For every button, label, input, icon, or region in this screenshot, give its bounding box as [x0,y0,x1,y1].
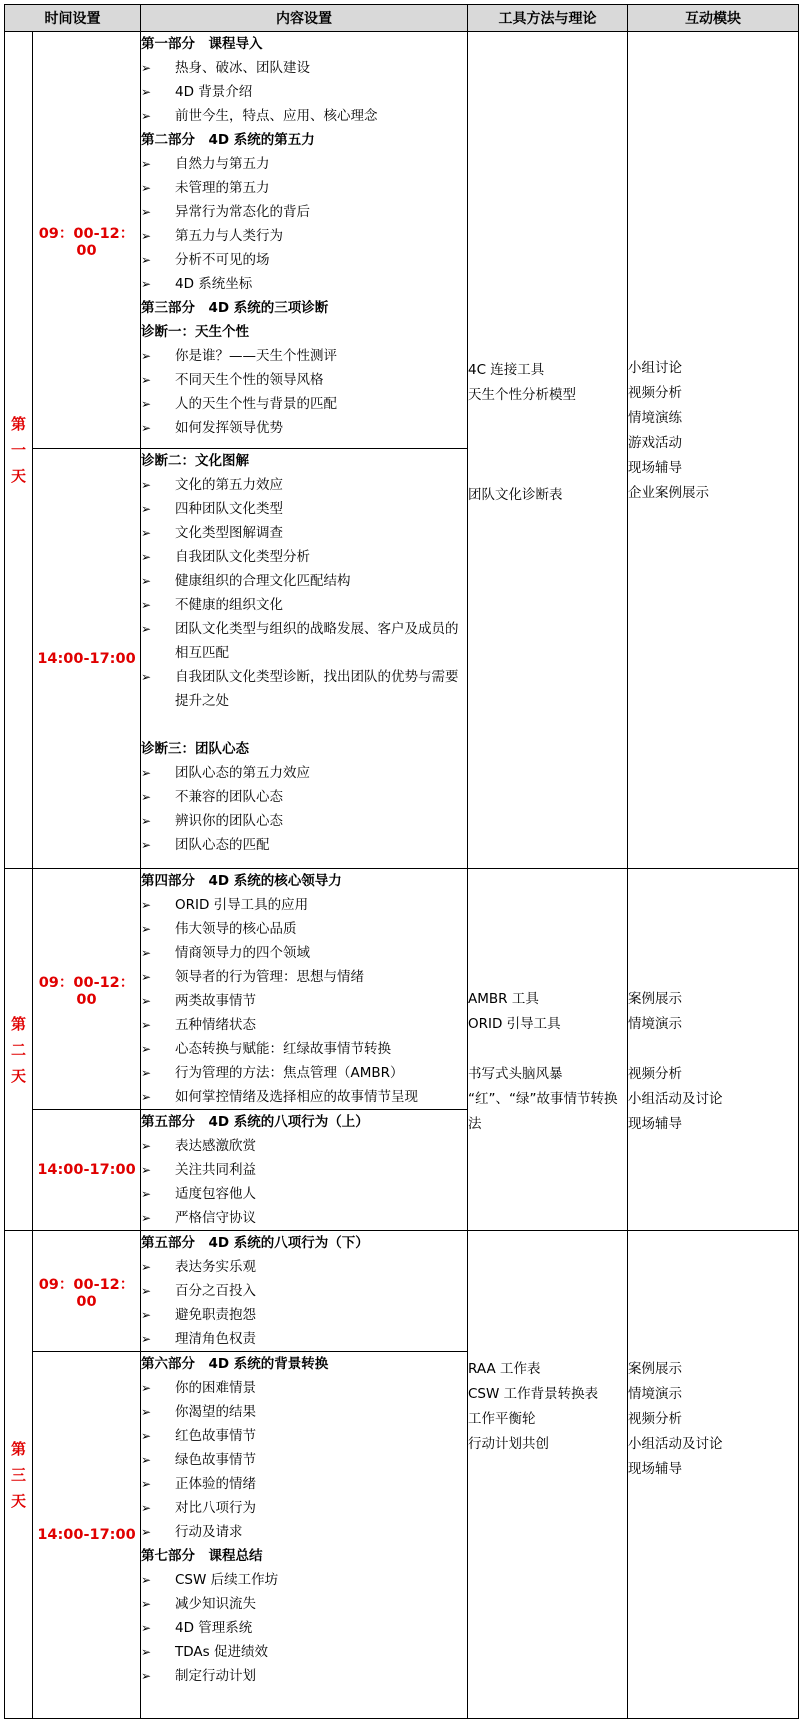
tool-item: “红”、“绿”故事情节转换法 [468,1091,618,1132]
arrow-bullet-icon: ➢ [141,85,152,99]
arrow-bullet-icon: ➢ [141,1284,152,1298]
arrow-bullet-icon: ➢ [141,1453,152,1467]
list-item-text: 不兼容的团队心态 [175,789,283,805]
interaction-item: 小组活动及讨论 [628,1436,723,1452]
list-item [141,344,467,368]
list-item [141,1279,467,1303]
list-item [141,545,467,569]
list-item-text: 四种团队文化类型 [175,501,283,517]
list-item-text: 五种情绪状态 [175,1017,256,1033]
interaction-item: 小组讨论 [628,360,682,376]
day-label-char: 天 [10,1066,26,1085]
list-item [141,1303,467,1327]
list-item [141,665,467,713]
session-row [5,869,799,1110]
list-item-text: 分析不可见的场 [175,252,270,268]
header-time: 时间设置 [5,5,141,32]
interaction-item: 案例展示 [628,991,682,1007]
list-item [141,617,467,665]
list-item-text: 健康组织的合理文化匹配结构 [175,573,351,589]
section-heading: 第五部分 4D 系统的八项行为（上） [141,1114,369,1130]
interaction-item: 视频分析 [628,1066,682,1082]
list-item-text: 制定行动计划 [175,1668,256,1684]
blank-line [468,433,627,458]
day-label-char: 天 [10,467,26,485]
list-item [141,224,467,248]
list-item [141,521,467,545]
session-time: 09：00-12：00 [33,869,141,1110]
list-item [141,1616,467,1640]
list-item-text: 两类故事情节 [175,993,256,1009]
list-item-text: 适度包容他人 [175,1186,256,1202]
day-label [5,869,33,1231]
section-heading: 第一部分 课程导入 [141,36,263,52]
arrow-bullet-icon: ➢ [141,502,152,516]
list-item [141,1640,467,1664]
interaction-item: 情境演示 [628,1386,682,1402]
arrow-bullet-icon: ➢ [141,1211,152,1225]
list-item [141,1592,467,1616]
list-item-text: 人的天生个性与背景的匹配 [175,396,337,412]
arrow-bullet-icon: ➢ [141,1525,152,1539]
list-item [141,200,467,224]
list-item [141,1520,467,1544]
list-item-text: 关注共同利益 [175,1162,256,1178]
day-label-char: 第 [10,415,26,433]
section-heading: 第六部分 4D 系统的背景转换 [141,1356,329,1372]
list-item-text: 如何发挥领导优势 [175,420,283,436]
interaction-item: 情境演示 [628,1016,682,1032]
list-item [141,80,467,104]
list-item-text: 减少知识流失 [175,1596,256,1612]
list-item [141,56,467,80]
list-item [141,104,467,128]
list-item [141,497,467,521]
day-label [5,32,33,869]
list-item-text: 避免职责抱怨 [175,1307,256,1323]
list-item [141,893,467,917]
arrow-bullet-icon: ➢ [141,205,152,219]
list-item [141,917,467,941]
arrow-bullet-icon: ➢ [141,526,152,540]
session-content [141,32,468,449]
list-item [141,809,467,833]
arrow-bullet-icon: ➢ [141,1669,152,1683]
session-content [141,449,468,869]
list-item [141,473,467,497]
list-item-text: 正体验的情绪 [175,1476,256,1492]
arrow-bullet-icon: ➢ [141,970,152,984]
arrow-bullet-icon: ➢ [141,421,152,435]
arrow-bullet-icon: ➢ [141,478,152,492]
list-item-text: 异常行为常态化的背后 [175,204,310,220]
arrow-bullet-icon: ➢ [141,1018,152,1032]
list-item [141,392,467,416]
tool-item: 行动计划共创 [468,1436,549,1452]
day-label-char: 第 [10,1439,26,1458]
list-item [141,1134,467,1158]
course-schedule-table [4,4,799,1719]
list-item-text: 第五力与人类行为 [175,228,283,244]
list-item-text: 自然力与第五力 [175,156,270,172]
interaction-item: 案例展示 [628,1361,682,1377]
tools-methods [468,869,628,1231]
tool-item: 书写式头脑风暴 [468,1066,563,1082]
list-item-text: CSW 后续工作坊 [175,1572,279,1588]
arrow-bullet-icon: ➢ [141,109,152,123]
list-item-text: 4D 系统坐标 [175,276,253,292]
blank-line [628,1037,798,1062]
list-item [141,1061,467,1085]
section-heading: 第五部分 4D 系统的八项行为（下） [141,1235,369,1251]
arrow-bullet-icon: ➢ [141,838,152,852]
session-content [141,1231,468,1352]
list-item [141,1013,467,1037]
arrow-bullet-icon: ➢ [141,898,152,912]
list-item-text: 团队文化类型与组织的战略发展、客户及成员的相互匹配 [175,621,459,661]
session-time: 14:00-17:00 [33,1110,141,1231]
tool-item: 天生个性分析模型 [468,387,576,403]
session-content [141,1110,468,1231]
arrow-bullet-icon: ➢ [141,1501,152,1515]
section-heading: 诊断三：团队心态 [141,741,249,757]
list-item-text: 4D 背景介绍 [175,84,253,100]
list-item-text: 伟大领导的核心品质 [175,921,297,937]
tool-item: AMBR 工具 [468,991,539,1007]
list-item-text: 你是谁？——天生个性测评 [175,348,337,364]
list-item-text: 理清角色权责 [175,1331,256,1347]
day-label-char: 第 [10,1014,26,1033]
arrow-bullet-icon: ➢ [141,1332,152,1346]
list-item [141,1182,467,1206]
header-tools: 工具方法与理论 [468,5,628,32]
arrow-bullet-icon: ➢ [141,181,152,195]
list-item-text: 表达感激欣赏 [175,1138,256,1154]
arrow-bullet-icon: ➢ [141,1429,152,1443]
list-item [141,593,467,617]
interaction-modules [628,869,799,1231]
section-heading: 诊断一：天生个性 [141,324,249,340]
interaction-item: 现场辅导 [628,460,682,476]
arrow-bullet-icon: ➢ [141,1260,152,1274]
session-time: 14:00-17:00 [33,1352,141,1719]
list-item-text: 红色故事情节 [175,1428,256,1444]
arrow-bullet-icon: ➢ [141,946,152,960]
interaction-item: 现场辅导 [628,1116,682,1132]
tool-item: 4C 连接工具 [468,362,545,378]
header-row [5,5,799,32]
list-item [141,368,467,392]
arrow-bullet-icon: ➢ [141,1381,152,1395]
arrow-bullet-icon: ➢ [141,1308,152,1322]
list-item-text: 4D 管理系统 [175,1620,253,1636]
list-item-text: 表达务实乐观 [175,1259,256,1275]
section-heading: 第四部分 4D 系统的核心领导力 [141,873,342,889]
list-item [141,1037,467,1061]
list-item-text: 文化类型图解调查 [175,525,283,541]
list-item-text: ORID 引导工具的应用 [175,897,309,913]
arrow-bullet-icon: ➢ [141,598,152,612]
list-item [141,248,467,272]
day-label [5,1231,33,1719]
interaction-item: 视频分析 [628,1411,682,1427]
interaction-item: 情境演练 [628,410,682,426]
list-item [141,1664,467,1688]
session-time: 09：00-12：00 [33,32,141,449]
list-item [141,1568,467,1592]
session-row [5,32,799,449]
list-item-text: 行为管理的方法：焦点管理（AMBR） [175,1065,404,1081]
list-item-text: 如何掌控情绪及选择相应的故事情节呈现 [175,1089,418,1105]
arrow-bullet-icon: ➢ [141,1477,152,1491]
list-item-text: 自我团队文化类型诊断，找出团队的优势与需要提升之处 [175,669,459,709]
arrow-bullet-icon: ➢ [141,622,152,636]
list-item [141,1327,467,1351]
interaction-item: 现场辅导 [628,1461,682,1477]
list-item-text: 不同天生个性的领导风格 [175,372,324,388]
list-item [141,1424,467,1448]
tool-item: CSW 工作背景转换表 [468,1386,599,1402]
arrow-bullet-icon: ➢ [141,1573,152,1587]
arrow-bullet-icon: ➢ [141,1042,152,1056]
blank-line [468,458,627,483]
session-content [141,1352,468,1719]
interaction-modules [628,32,799,869]
list-item-text: 行动及请求 [175,1524,243,1540]
list-item [141,965,467,989]
list-item [141,1206,467,1230]
arrow-bullet-icon: ➢ [141,1187,152,1201]
interaction-item: 游戏活动 [628,435,682,451]
section-heading: 第七部分 课程总结 [141,1548,263,1564]
header-content: 内容设置 [141,5,468,32]
list-item-text: 自我团队文化类型分析 [175,549,310,565]
list-item [141,941,467,965]
interaction-item: 小组活动及讨论 [628,1091,723,1107]
arrow-bullet-icon: ➢ [141,157,152,171]
arrow-bullet-icon: ➢ [141,550,152,564]
arrow-bullet-icon: ➢ [141,1597,152,1611]
section-heading: 第三部分 4D 系统的三项诊断 [141,300,329,316]
arrow-bullet-icon: ➢ [141,922,152,936]
arrow-bullet-icon: ➢ [141,1090,152,1104]
tools-methods [468,1231,628,1719]
list-item [141,416,467,440]
day-label-char: 三 [10,1465,26,1484]
interaction-item: 视频分析 [628,385,682,401]
arrow-bullet-icon: ➢ [141,349,152,363]
list-item [141,176,467,200]
session-content [141,869,468,1110]
list-item-text: 心态转换与赋能：红绿故事情节转换 [175,1041,391,1057]
list-item [141,1400,467,1424]
list-item-text: 严格信守协议 [175,1210,256,1226]
day-label-char: 天 [10,1491,26,1510]
list-item-text: 热身、破冰、团队建设 [175,60,310,76]
arrow-bullet-icon: ➢ [141,373,152,387]
list-item [141,152,467,176]
list-item [141,761,467,785]
list-item-text: 领导者的行为管理：思想与情绪 [175,969,364,985]
list-item-text: 百分之百投入 [175,1283,256,1299]
list-item-text: 对比八项行为 [175,1500,256,1516]
list-item [141,833,467,857]
tool-item: ORID 引导工具 [468,1016,561,1032]
list-item [141,569,467,593]
tools-methods [468,32,628,869]
arrow-bullet-icon: ➢ [141,1163,152,1177]
tool-item: 工作平衡轮 [468,1411,536,1427]
interaction-modules [628,1231,799,1719]
section-heading: 第二部分 4D 系统的第五力 [141,132,315,148]
day-label-char: 一 [10,441,26,459]
list-item [141,272,467,296]
list-item [141,785,467,809]
arrow-bullet-icon: ➢ [141,814,152,828]
blank-line [468,408,627,433]
list-item-text: 辨识你的团队心态 [175,813,283,829]
interaction-item: 企业案例展示 [628,485,709,501]
arrow-bullet-icon: ➢ [141,1621,152,1635]
arrow-bullet-icon: ➢ [141,994,152,1008]
session-time: 14:00-17:00 [33,449,141,869]
arrow-bullet-icon: ➢ [141,1066,152,1080]
list-item-text: 你渴望的结果 [175,1404,256,1420]
arrow-bullet-icon: ➢ [141,670,152,684]
list-item-text: TDAs 促进绩效 [175,1644,268,1660]
day-label-char: 二 [10,1040,26,1059]
arrow-bullet-icon: ➢ [141,229,152,243]
list-item-text: 不健康的组织文化 [175,597,283,613]
list-item-text: 你的困难情景 [175,1380,256,1396]
list-item [141,989,467,1013]
header-interaction: 互动模块 [628,5,799,32]
list-item [141,1085,467,1109]
list-item-text: 团队心态的匹配 [175,837,270,853]
arrow-bullet-icon: ➢ [141,1645,152,1659]
arrow-bullet-icon: ➢ [141,397,152,411]
list-item [141,1448,467,1472]
arrow-bullet-icon: ➢ [141,1139,152,1153]
arrow-bullet-icon: ➢ [141,253,152,267]
list-item-text: 前世今生，特点、应用、核心理念 [175,108,378,124]
list-item-text: 团队心态的第五力效应 [175,765,310,781]
arrow-bullet-icon: ➢ [141,1405,152,1419]
list-item [141,1255,467,1279]
section-heading: 诊断二：文化图解 [141,453,249,469]
arrow-bullet-icon: ➢ [141,766,152,780]
blank-line [141,713,467,737]
list-item [141,1472,467,1496]
list-item-text: 未管理的第五力 [175,180,270,196]
list-item [141,1376,467,1400]
session-row [5,1231,799,1352]
tool-item: RAA 工作表 [468,1361,541,1377]
arrow-bullet-icon: ➢ [141,574,152,588]
session-time: 09：00-12：00 [33,1231,141,1352]
blank-line [468,1037,627,1062]
list-item-text: 绿色故事情节 [175,1452,256,1468]
arrow-bullet-icon: ➢ [141,61,152,75]
arrow-bullet-icon: ➢ [141,277,152,291]
arrow-bullet-icon: ➢ [141,790,152,804]
list-item-text: 情商领导力的四个领域 [175,945,310,961]
list-item-text: 文化的第五力效应 [175,477,283,493]
list-item [141,1496,467,1520]
list-item [141,1158,467,1182]
tool-item: 团队文化诊断表 [468,487,563,503]
